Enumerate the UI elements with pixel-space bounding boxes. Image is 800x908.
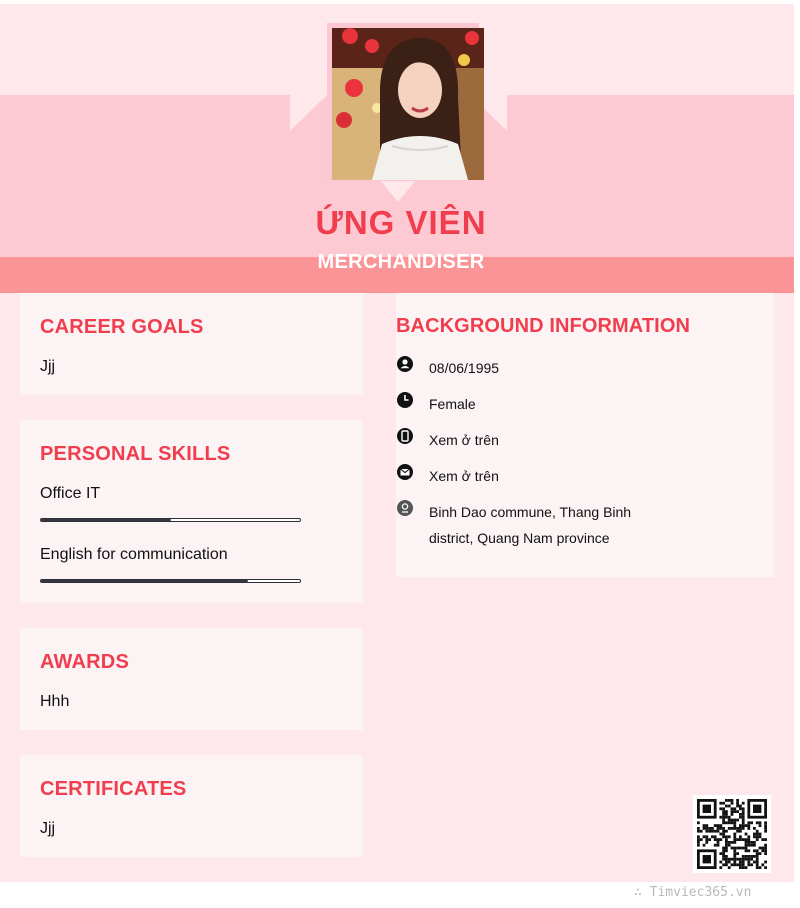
phone-text: Xem ở trên	[429, 432, 499, 448]
career-goals-card	[20, 293, 363, 395]
email-icon	[396, 463, 414, 481]
address-text: Binh Dao commune, Thang Binh district, Quang Nam province	[429, 504, 632, 546]
skill-label: English for communication	[40, 546, 228, 563]
location-icon	[396, 499, 414, 517]
certificates-heading: CERTIFICATES	[40, 778, 187, 800]
user-icon	[396, 355, 414, 373]
certificates-text: Jjj	[40, 820, 56, 837]
awards-heading: AWARDS	[40, 651, 129, 673]
background-info-heading: BACKGROUND INFORMATION	[396, 315, 691, 337]
gender-text: Female	[429, 396, 476, 412]
job-title: MERCHANDISER	[317, 251, 485, 273]
phone-icon	[396, 427, 414, 445]
clock-icon	[396, 391, 414, 409]
awards-card	[20, 628, 363, 730]
certificates-card	[20, 755, 363, 857]
personal-skills-heading: PERSONAL SKILLS	[40, 443, 231, 465]
skill-bar	[40, 518, 301, 522]
header-notch-bottom	[380, 180, 416, 202]
skill-bar	[40, 579, 301, 583]
qr-code	[693, 795, 771, 873]
skill-bar-fill	[41, 580, 248, 582]
career-goals-heading: CAREER GOALS	[40, 316, 204, 338]
background-info-card	[396, 293, 774, 577]
skill-bar-fill	[41, 519, 171, 521]
birthday-text: 08/06/1995	[429, 360, 500, 376]
footer-brand: ∴ Timviec365.vn	[634, 885, 752, 900]
personal-skills-card	[20, 420, 363, 603]
candidate-name: ỨNG VIÊN	[315, 204, 487, 241]
email-text: Xem ở trên	[429, 468, 499, 484]
cv-page	[0, 4, 794, 882]
awards-text: Hhh	[40, 693, 70, 710]
avatar	[332, 28, 484, 180]
header-notch-left	[290, 95, 327, 131]
career-goals-text: Jjj	[40, 358, 56, 375]
skill-label: Office IT	[40, 485, 101, 502]
